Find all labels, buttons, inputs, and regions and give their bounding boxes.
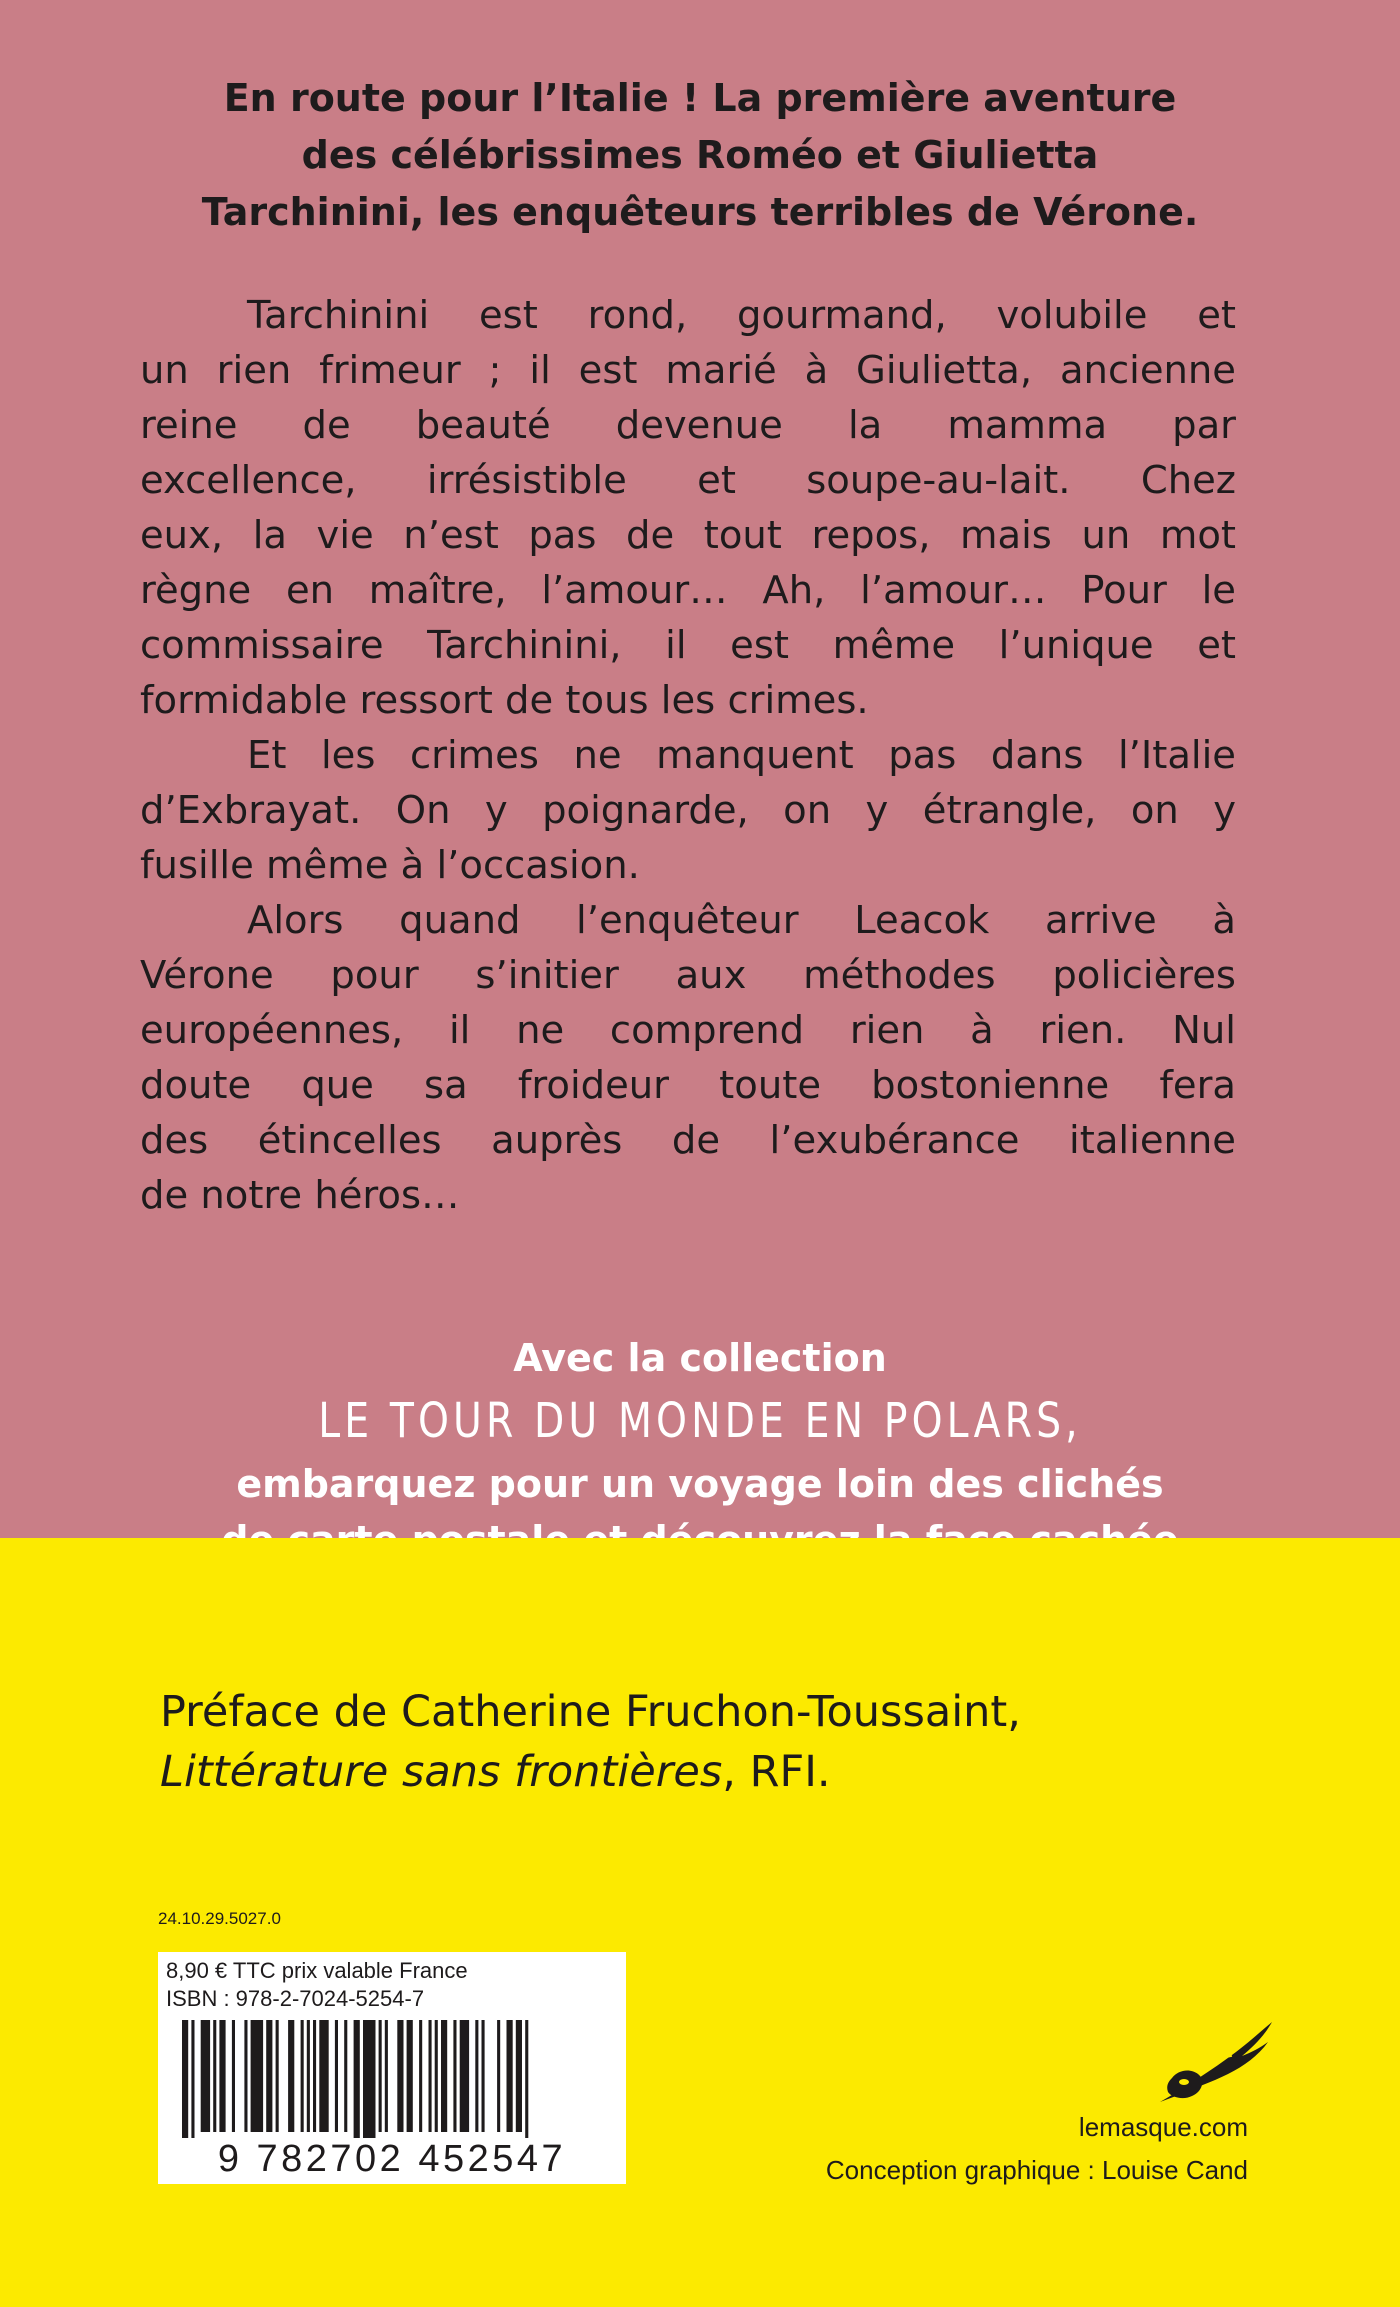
barcode-bar bbox=[460, 2020, 469, 2132]
blurb-paragraph bbox=[140, 288, 1236, 728]
tagline-line: Tarchinini, les enquêteurs terribles de Vérone. bbox=[201, 190, 1199, 234]
collection-outro: embarquez pour un voyage loin des clichés bbox=[236, 1462, 1164, 1506]
barcode-digits: 9 782702 452547 bbox=[217, 2138, 567, 2180]
barcode-bar bbox=[244, 2020, 247, 2132]
blurb-line: formidable ressort de tous les crimes. bbox=[140, 678, 869, 723]
design-credit: Conception graphique : Louise Cand bbox=[825, 2155, 1248, 2185]
barcode-bar bbox=[354, 2020, 360, 2138]
barcode-bar bbox=[344, 2020, 347, 2132]
barcode-bar bbox=[313, 2020, 316, 2132]
barcode-bar bbox=[213, 2020, 216, 2132]
barcode-bar bbox=[385, 2020, 388, 2132]
blurb-line: doute que sa froideur toute bostonienne fera bbox=[140, 1063, 1236, 1108]
barcode-bar bbox=[397, 2020, 403, 2132]
barcode-bar bbox=[429, 2020, 432, 2132]
masque-feather-icon bbox=[1156, 2018, 1276, 2110]
blurb-line: fusille même à l’occasion. bbox=[140, 843, 640, 888]
barcode-bar bbox=[407, 2020, 413, 2132]
tagline-line: des célébrissimes Roméo et Giulietta bbox=[301, 133, 1099, 177]
barcode-bars bbox=[172, 2020, 612, 2138]
preface bbox=[160, 1682, 1260, 1802]
blurb-line: commissaire Tarchinini, il est même l’unique et bbox=[140, 623, 1236, 668]
preface-author: Préface de Catherine Fruchon-Toussaint, bbox=[160, 1687, 1021, 1737]
blurb-line: reine de beauté devenue la mamma par bbox=[140, 403, 1236, 448]
collection-promo bbox=[100, 1330, 1300, 1568]
tagline-line: En route pour l’Italie ! La première aventure bbox=[223, 76, 1177, 120]
barcode-bar bbox=[525, 2020, 528, 2138]
collection-intro: Avec la collection bbox=[513, 1336, 887, 1380]
blurb-line: Alors quand l’enquêteur Leacok arrive à bbox=[247, 898, 1236, 943]
barcode-bar bbox=[307, 2020, 310, 2132]
barcode-bar bbox=[251, 2020, 264, 2132]
barcode-bar bbox=[419, 2020, 422, 2132]
blurb-line: Tarchinini est rond, gourmand, volubile et bbox=[247, 293, 1236, 338]
isbn-label: ISBN : 978-2-7024-5254-7 bbox=[166, 1986, 425, 2011]
barcode-bar bbox=[453, 2020, 456, 2132]
barcode-bar bbox=[201, 2020, 210, 2132]
barcode-bar bbox=[288, 2020, 294, 2132]
barcode-bar bbox=[379, 2020, 382, 2132]
print-code: 24.10.29.5027.0 bbox=[158, 1909, 281, 1928]
blurb-line: Vérone pour s’initier aux méthodes policières bbox=[140, 953, 1236, 998]
blurb-line: excellence, irrésistible et soupe-au-lait. Chez bbox=[140, 458, 1236, 503]
blurb-line: règne en maître, l’amour… Ah, l’amour… Pour le bbox=[140, 568, 1236, 613]
barcode-bar bbox=[475, 2020, 478, 2132]
blurb bbox=[140, 288, 1236, 1223]
blurb-line: d’Exbrayat. On y poignarde, on y étrangle, on y bbox=[140, 788, 1236, 833]
blurb-paragraph bbox=[140, 728, 1236, 893]
barcode-bar bbox=[516, 2020, 522, 2132]
collection-series-name: LE TOUR DU MONDE EN POLARS, bbox=[318, 1393, 1082, 1449]
barcode-bar bbox=[266, 2020, 272, 2132]
barcode-bar bbox=[507, 2020, 513, 2132]
preface-suffix: , RFI. bbox=[722, 1747, 831, 1797]
barcode-box bbox=[158, 1952, 626, 2184]
barcode-bar bbox=[335, 2020, 338, 2132]
barcode-bar bbox=[441, 2020, 447, 2132]
blurb-line: eux, la vie n’est pas de tout repos, mais un mot bbox=[140, 513, 1236, 558]
blurb-line: Et les crimes ne manquent pas dans l’Italie bbox=[247, 733, 1236, 778]
tagline bbox=[100, 70, 1300, 241]
barcode-bar bbox=[182, 2020, 188, 2138]
barcode-bar bbox=[219, 2020, 225, 2132]
barcode-bar bbox=[482, 2020, 485, 2132]
barcode-bar bbox=[191, 2020, 194, 2138]
barcode-bar bbox=[435, 2020, 438, 2132]
blurb-line: un rien frimeur ; il est marié à Giulietta, ancienne bbox=[140, 348, 1236, 393]
barcode-bar bbox=[319, 2020, 328, 2132]
barcode-bar bbox=[497, 2020, 500, 2132]
blurb-line: de notre héros… bbox=[140, 1173, 460, 1218]
preface-source bbox=[160, 1742, 1260, 1802]
price-label: 8,90 € TTC prix valable France bbox=[166, 1958, 468, 1983]
preface-program: Littérature sans frontières bbox=[160, 1747, 723, 1797]
blurb-line: des étincelles auprès de l’exubérance italienne bbox=[140, 1118, 1236, 1163]
barcode-bar bbox=[363, 2020, 376, 2138]
blurb-paragraph bbox=[140, 893, 1236, 1223]
blurb-line: européennes, il ne comprend rien à rien. Nul bbox=[140, 1008, 1236, 1053]
barcode-bar bbox=[276, 2020, 279, 2132]
barcode-bar bbox=[301, 2020, 304, 2132]
publisher-website[interactable]: lemasque.com bbox=[1078, 2112, 1248, 2142]
barcode-bar bbox=[232, 2020, 235, 2132]
